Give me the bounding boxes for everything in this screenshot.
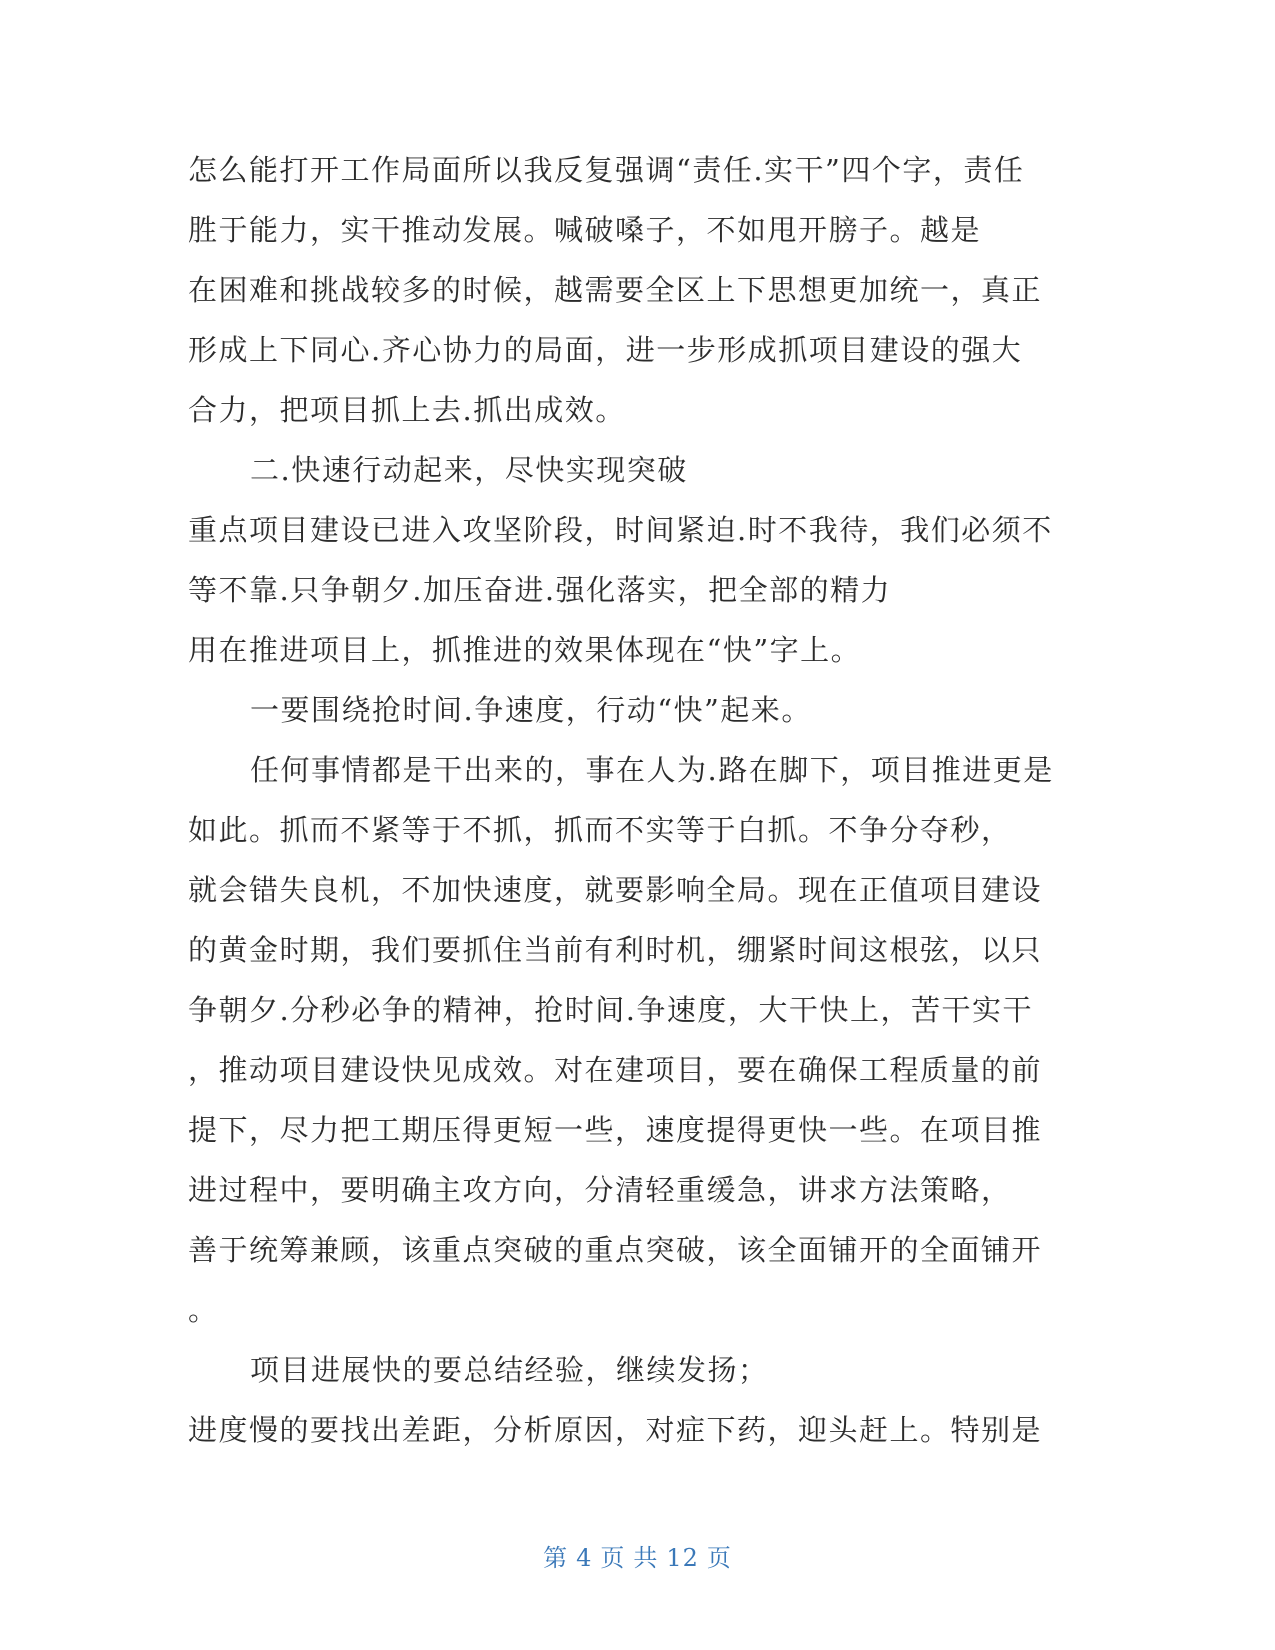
body-text [188,140,1088,1460]
text-line: 进度慢的要找出差距，分析原因，对症下药，迎头赶上。特别是 [188,1413,1043,1447]
text-line: 等不靠.只争朝夕.加压奋进.强化落实，把全部的精力 [188,573,892,607]
text-line: 如此。抓而不紧等于不抓，抓而不实等于白抓。不争分夺秒， [188,813,1012,847]
subsection-heading: 一要围绕抢时间.争速度，行动“快”起来。 [250,693,812,727]
text-line: 任何事情都是干出来的，事在人为.路在脚下，项目推进更是 [250,753,1054,787]
text-line: 争朝夕.分秒必争的精神，抢时间.争速度，大干快上，苦干实干 [188,993,1033,1027]
page-footer [0,1538,1275,1573]
text-line: 善于统筹兼顾，该重点突破的重点突破，该全面铺开的全面铺开 [188,1233,1043,1267]
footer-total-unit: 页 [706,1544,732,1572]
text-line: 的黄金时期，我们要抓住当前有利时机，绷紧时间这根弦，以只 [188,933,1043,967]
footer-total-label: 共 [633,1544,659,1572]
text-line: 在困难和挑战较多的时候，越需要全区上下思想更加统一，真正 [188,273,1043,307]
footer-page-unit: 页 [600,1544,626,1572]
text-line: 就会错失良机，不加快速度，就要影响全局。现在正值项目建设 [188,873,1043,907]
section-heading: 二.快速行动起来，尽快实现突破 [250,453,688,487]
text-line: 怎么能打开工作局面所以我反复强调“责任.实干”四个字，责任 [188,153,1025,187]
total-pages-number: 12 [666,1544,699,1572]
current-page-number: 4 [576,1544,593,1572]
text-line: 合力，把项目抓上去.抓出成效。 [188,393,626,427]
text-line: ，推动项目建设快见成效。对在建项目，要在确保工程质量的前 [188,1053,1043,1087]
text-line: 形成上下同心.齐心协力的局面，进一步形成抓项目建设的强大 [188,333,1023,367]
text-line: 进过程中，要明确主攻方向，分清轻重缓急，讲求方法策略， [188,1173,1012,1207]
text-line: 项目进展快的要总结经验，继续发扬； [250,1353,769,1387]
text-line: 用在推进项目上，抓推进的效果体现在“快”字上。 [188,633,862,667]
text-line: 提下，尽力把工期压得更短一些，速度提得更快一些。在项目推 [188,1113,1043,1147]
text-line: 胜于能力，实干推动发展。喊破嗓子，不如甩开膀子。越是 [188,213,982,247]
text-line: 重点项目建设已进入攻坚阶段，时间紧迫.时不我待，我们必须不 [188,513,1053,547]
footer-prefix: 第 [543,1544,569,1572]
text-line: 。 [188,1293,219,1327]
